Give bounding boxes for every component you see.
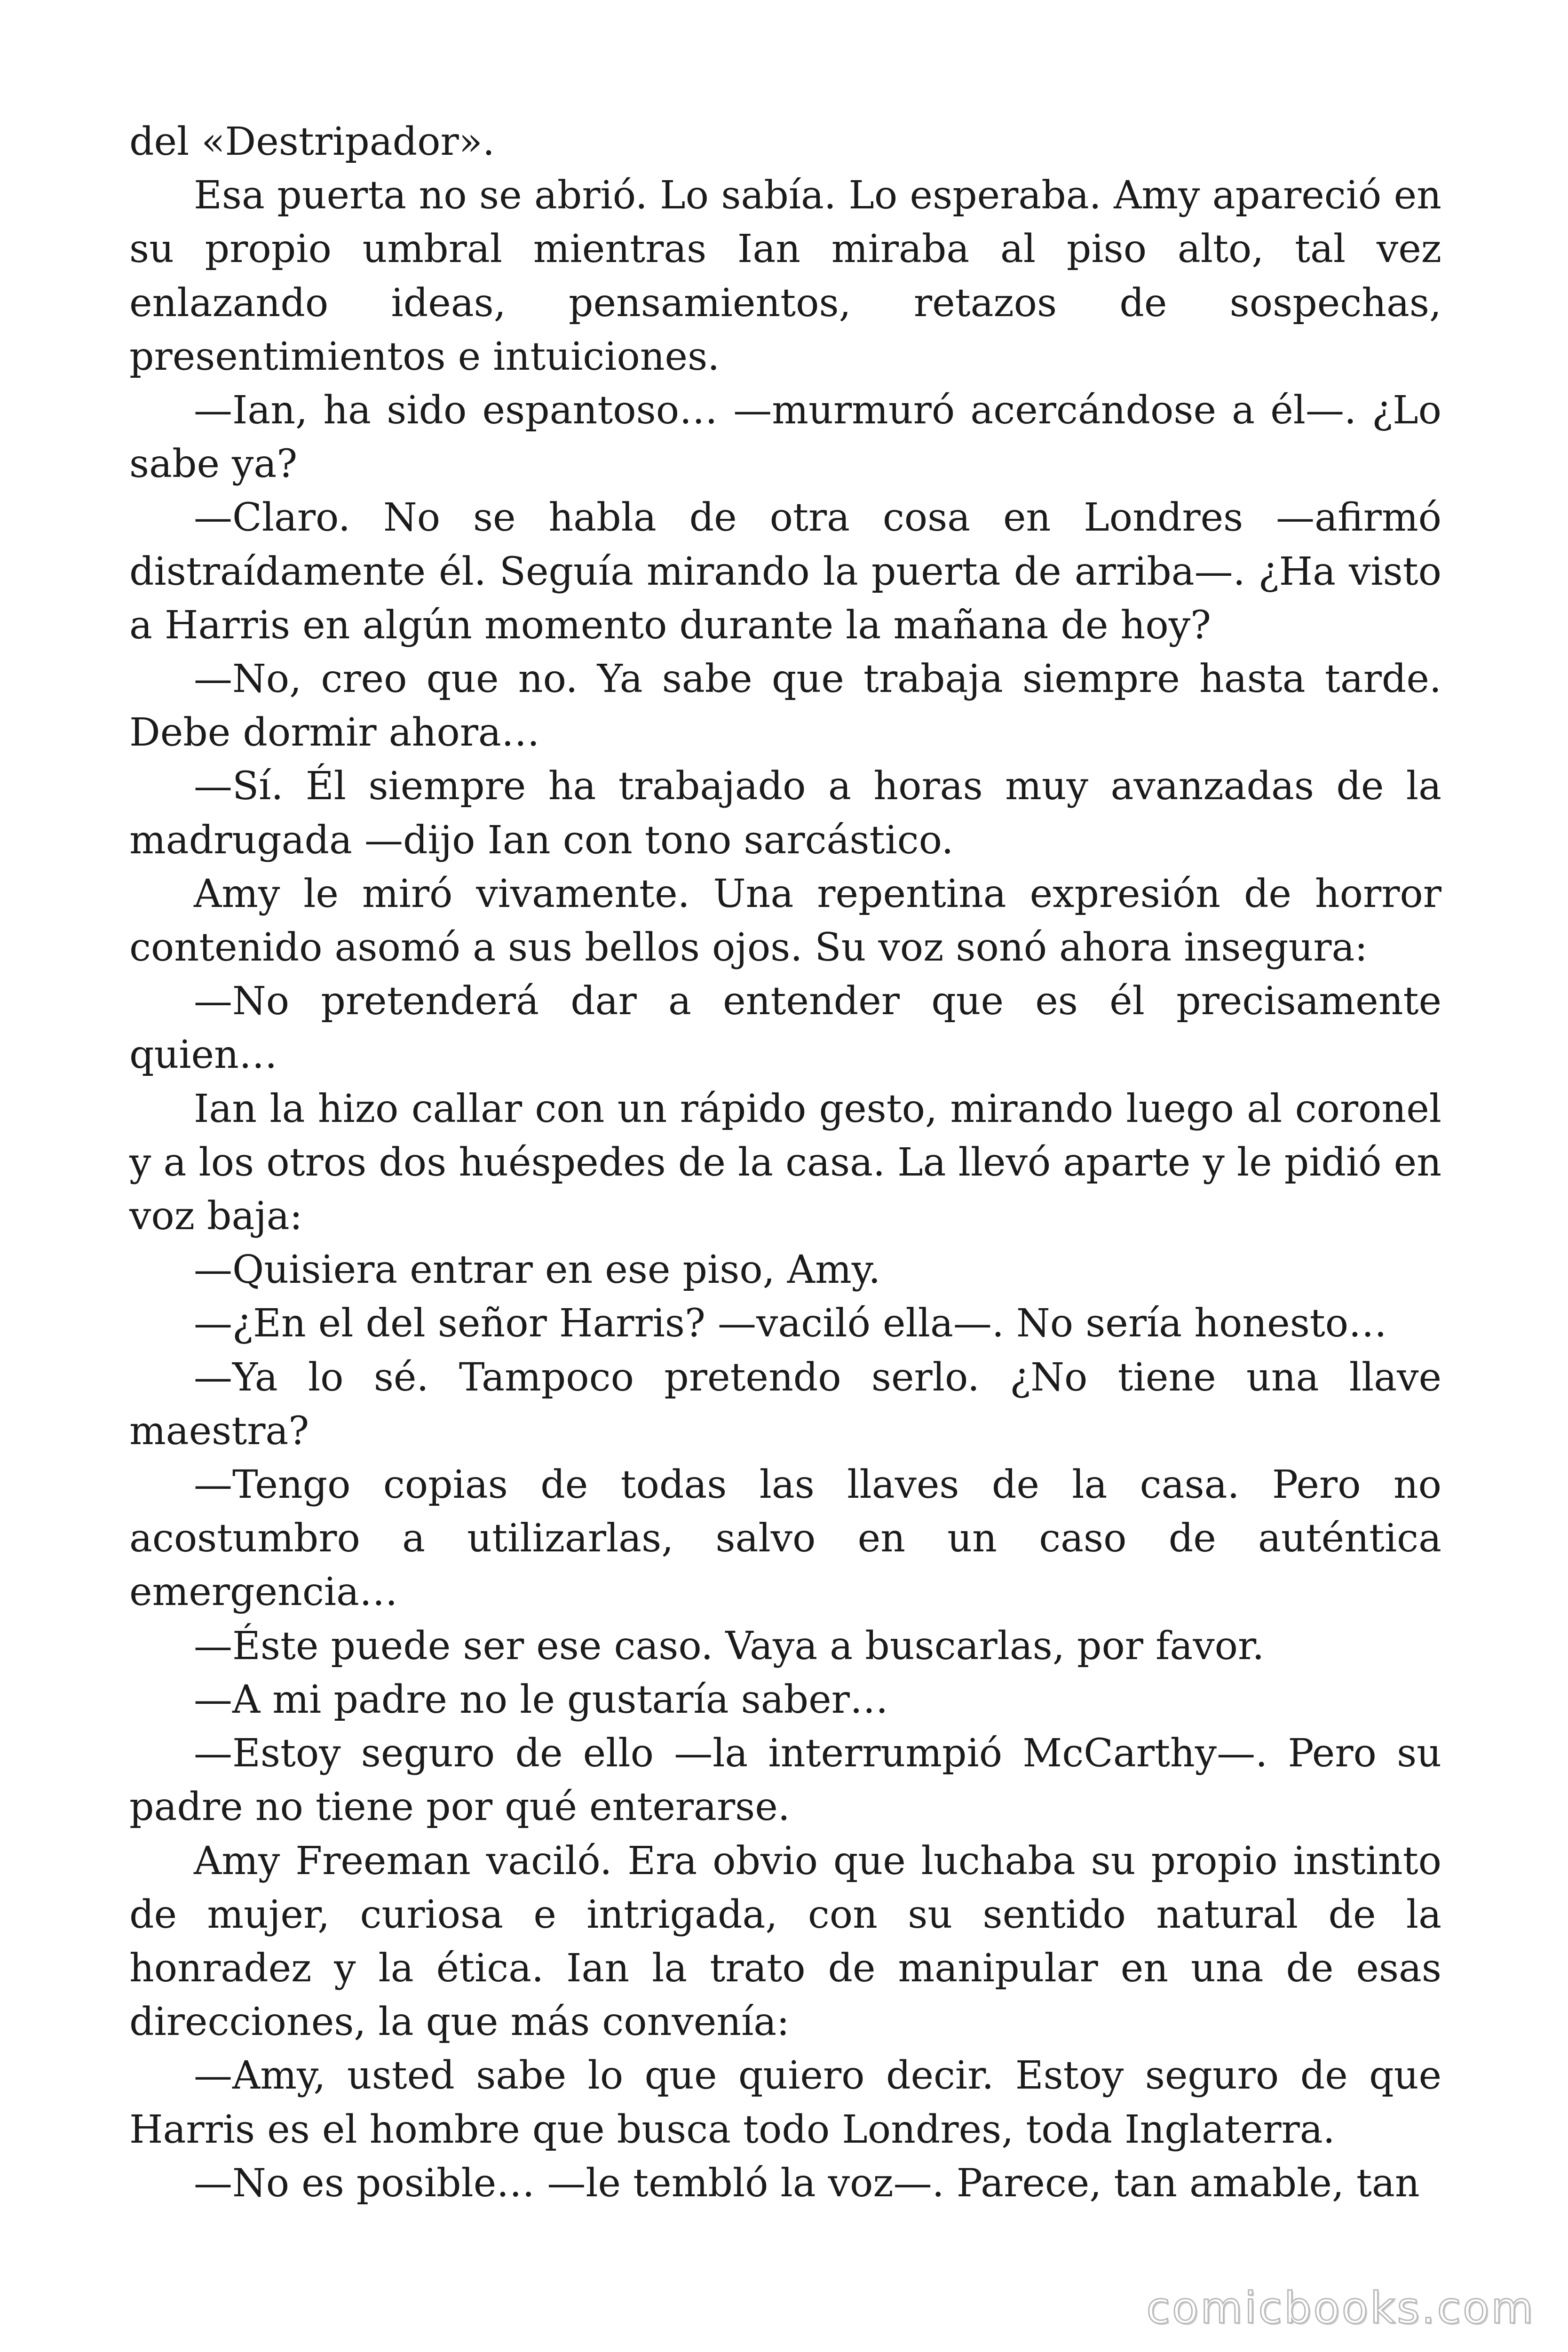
- paragraph: Amy le miró vivamente. Una repentina expresión de horror contenido asomó a sus bellos ojos. Su voz sonó ahora insegura:: [129, 871, 1441, 970]
- paragraph: —Sí. Él siempre ha trabajado a horas muy avanzadas de la madrugada —dijo Ian con tono sarcástico.: [129, 764, 1441, 863]
- paragraph: —Claro. No se habla de otra cosa en Londres —afirmó distraídamente él. Seguía mirando la puerta de arriba—. ¿Ha visto a Harris en algún momento durante la mañana de hoy?: [129, 495, 1441, 648]
- paragraph: —Estoy seguro de ello —la interrumpió McCarthy—. Pero su padre no tiene por qué enterarse.: [129, 1731, 1441, 1830]
- paragraph: —A mi padre no le gustaría saber…: [194, 1677, 888, 1722]
- paragraph: Esa puerta no se abrió. Lo sabía. Lo esperaba. Amy apareció en su propio umbral mientras Ian miraba al piso alto, tal vez enlazando ideas, pensamientos, retazos de sospechas, presentimientos e intuiciones.: [129, 173, 1441, 379]
- page-text: [129, 115, 1441, 2210]
- paragraph: —Ian, ha sido espantoso… —murmuró acercándose a él—. ¿Lo sabe ya?: [129, 388, 1441, 487]
- watermark: comicbooks.com: [1146, 2283, 1535, 2333]
- paragraph: —Ya lo sé. Tampoco pretendo serlo. ¿No tiene una llave maestra?: [129, 1355, 1441, 1454]
- paragraph: —No pretenderá dar a entender que es él precisamente quien…: [129, 979, 1441, 1078]
- paragraph: Amy Freeman vaciló. Era obvio que luchaba su propio instinto de mujer, curiosa e intrigada, con su sentido natural de la honradez y la ética. Ian la trato de manipular en una de esas direcciones, la que más convenía:: [129, 1838, 1441, 2045]
- paragraph: —¿En el del señor Harris? —vaciló ella—. No sería honesto…: [194, 1301, 1387, 1346]
- paragraph: —Amy, usted sabe lo que quiero decir. Estoy seguro de que Harris es el hombre que busca todo Londres, toda Inglaterra.: [129, 2053, 1441, 2152]
- paragraph: del «Destripador».: [129, 119, 495, 164]
- paragraph: —No, creo que no. Ya sabe que trabaja siempre hasta tarde. Debe dormir ahora…: [129, 657, 1441, 755]
- paragraph: —Tengo copias de todas las llaves de la casa. Pero no acostumbro a utilizarlas, salvo en un caso de auténtica emergencia…: [129, 1462, 1441, 1615]
- paragraph: —Éste puede ser ese caso. Vaya a buscarlas, por favor.: [194, 1623, 1265, 1669]
- paragraph: —Quisiera entrar en ese piso, Amy.: [194, 1248, 881, 1293]
- paragraph: —No es posible… —le tembló la voz—. Parece, tan amable, tan: [194, 2161, 1420, 2206]
- paragraph: Ian la hizo callar con un rápido gesto, mirando luego al coronel y a los otros dos huéspedes de la casa. La llevó aparte y le pidió en voz baja:: [129, 1086, 1441, 1239]
